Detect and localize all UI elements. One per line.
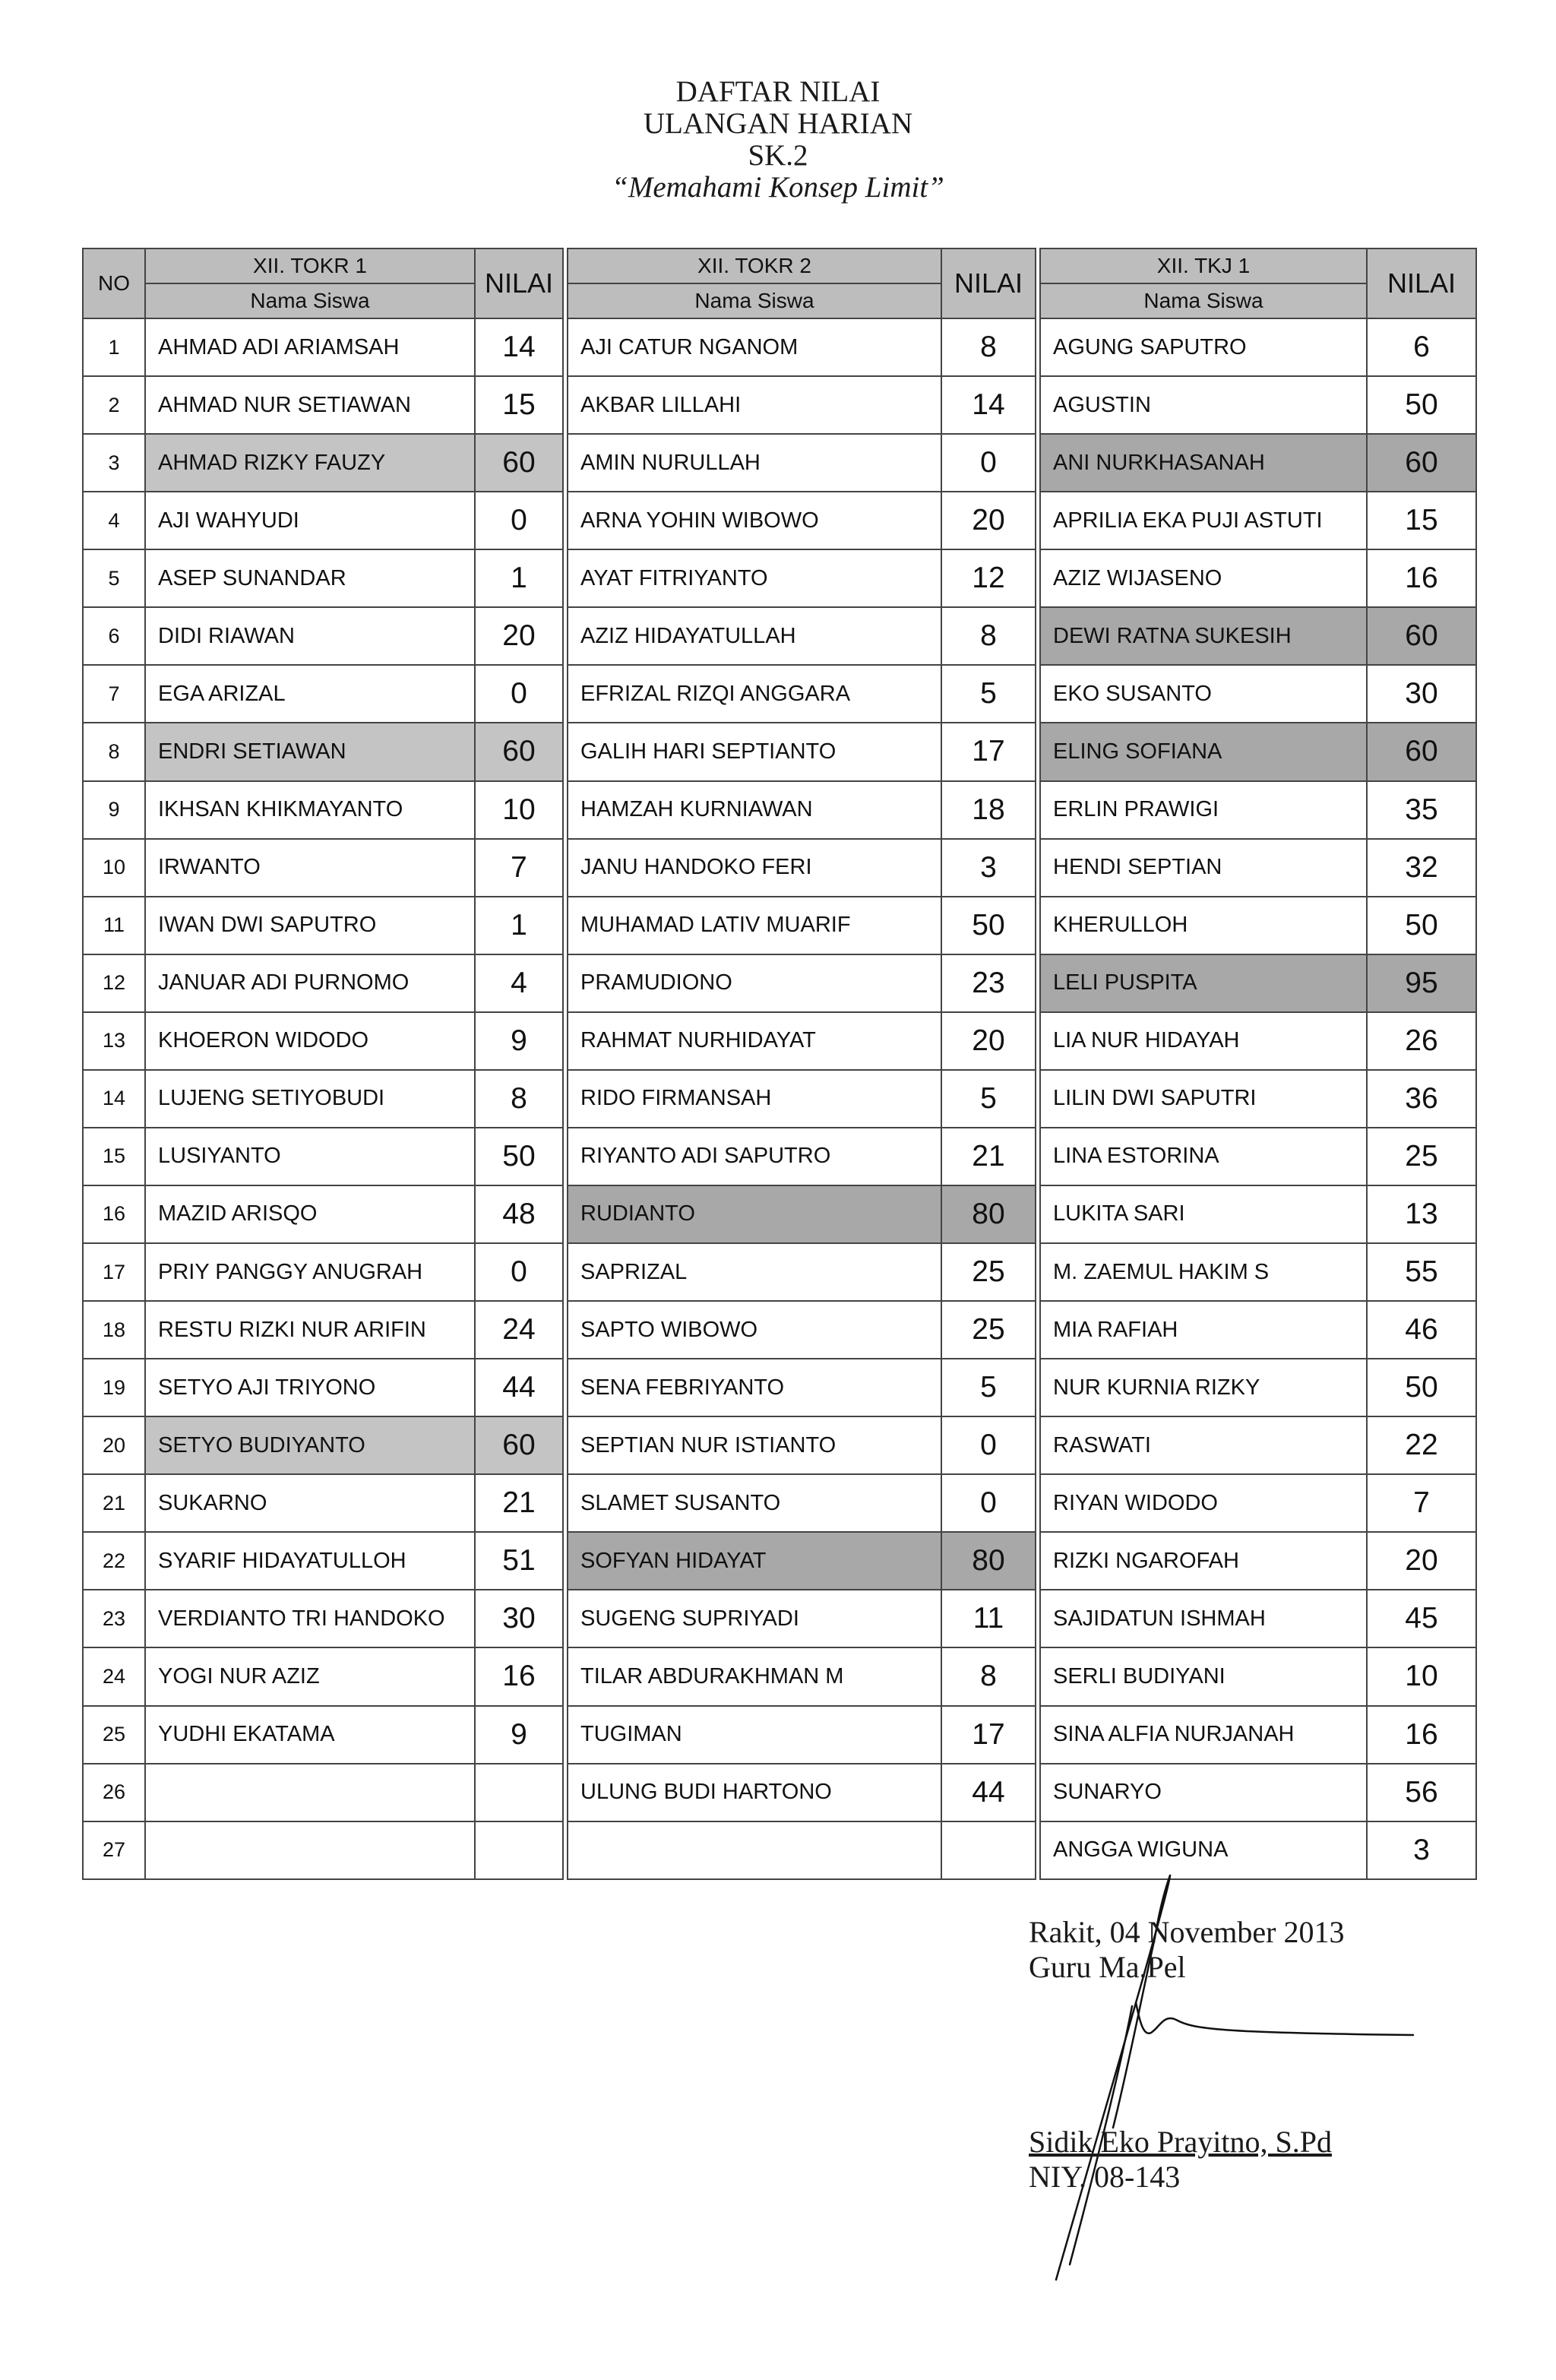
student-name-class-3: LUKITA SARI (1040, 1185, 1367, 1243)
table-row (83, 1243, 1476, 1301)
student-name-class-3: SERLI BUDIYANI (1040, 1647, 1367, 1705)
student-score-class-3: 7 (1367, 1474, 1476, 1532)
student-score-class-1: 60 (475, 434, 563, 492)
student-name-class-1: AHMAD ADI ARIAMSAH (145, 318, 475, 376)
student-name-class-3: RIYAN WIDODO (1040, 1474, 1367, 1532)
row-number: 20 (83, 1416, 145, 1474)
table-row (83, 434, 1476, 492)
class-header-1: XII. TOKR 1 (145, 248, 475, 283)
student-name-class-1 (145, 1764, 475, 1821)
table-row (83, 1359, 1476, 1416)
student-name-class-2: AZIZ HIDAYATULLAH (568, 607, 941, 665)
row-number: 1 (83, 318, 145, 376)
student-score-class-1: 15 (475, 376, 563, 434)
table-row (83, 1128, 1476, 1185)
student-score-class-3: 15 (1367, 492, 1476, 549)
table-row (83, 492, 1476, 549)
table-row (83, 1590, 1476, 1647)
student-score-class-1: 44 (475, 1359, 563, 1416)
student-name-class-2: SLAMET SUSANTO (568, 1474, 941, 1532)
student-name-class-3: DEWI RATNA SUKESIH (1040, 607, 1367, 665)
student-score-class-1 (475, 1764, 563, 1821)
table-row (83, 839, 1476, 897)
row-number: 14 (83, 1070, 145, 1128)
student-score-class-3: 6 (1367, 318, 1476, 376)
student-name-class-2: SUGENG SUPRIYADI (568, 1590, 941, 1647)
student-score-class-2: 25 (941, 1301, 1036, 1359)
student-score-class-2: 8 (941, 1647, 1036, 1705)
student-name-class-2: RUDIANTO (568, 1185, 941, 1243)
student-name-class-3: RIZKI NGAROFAH (1040, 1532, 1367, 1590)
student-name-class-2: AYAT FITRIYANTO (568, 549, 941, 607)
class-header-2: XII. TOKR 2 (568, 248, 941, 283)
student-name-class-3: AGUNG SAPUTRO (1040, 318, 1367, 376)
student-name-class-1: MAZID ARISQO (145, 1185, 475, 1243)
row-number: 8 (83, 723, 145, 780)
student-score-class-3: 26 (1367, 1012, 1476, 1070)
document-header (0, 76, 1556, 204)
student-name-class-3: ANI NURKHASANAH (1040, 434, 1367, 492)
signature-niy: NIY. 08-143 (1029, 2160, 1181, 2194)
student-score-class-3: 50 (1367, 376, 1476, 434)
table-row (83, 376, 1476, 434)
student-name-class-3: ANGGA WIGUNA (1040, 1821, 1367, 1879)
row-number: 19 (83, 1359, 145, 1416)
table-row (83, 1647, 1476, 1705)
student-score-class-2: 8 (941, 318, 1036, 376)
student-name-class-2: AMIN NURULLAH (568, 434, 941, 492)
header-competency-code: SK.2 (748, 139, 808, 172)
student-name-class-1: IRWANTO (145, 839, 475, 897)
header-exam-type: ULANGAN HARIAN (643, 107, 913, 140)
student-name-class-1: JANUAR ADI PURNOMO (145, 954, 475, 1012)
student-name-class-2: TILAR ABDURAKHMAN M (568, 1647, 941, 1705)
table-row (83, 1706, 1476, 1764)
student-name-class-2: AJI CATUR NGANOM (568, 318, 941, 376)
nilai-column-header-2: NILAI (941, 248, 1036, 318)
student-name-class-2: SAPTO WIBOWO (568, 1301, 941, 1359)
student-score-class-2: 20 (941, 1012, 1036, 1070)
student-name-class-2: RIYANTO ADI SAPUTRO (568, 1128, 941, 1185)
student-score-class-2: 12 (941, 549, 1036, 607)
student-score-class-1: 51 (475, 1532, 563, 1590)
student-name-class-2: AKBAR LILLAHI (568, 376, 941, 434)
table-header-row (83, 248, 1476, 283)
student-score-class-1: 10 (475, 781, 563, 839)
student-score-class-3: 10 (1367, 1647, 1476, 1705)
student-score-class-1: 60 (475, 723, 563, 780)
row-number: 23 (83, 1590, 145, 1647)
student-score-class-2: 20 (941, 492, 1036, 549)
table-row (83, 1185, 1476, 1243)
student-score-class-1: 16 (475, 1647, 563, 1705)
student-score-class-2: 3 (941, 839, 1036, 897)
student-score-class-2: 18 (941, 781, 1036, 839)
student-score-class-3: 45 (1367, 1590, 1476, 1647)
name-column-header-3: Nama Siswa (1040, 283, 1367, 318)
student-name-class-1: SETYO BUDIYANTO (145, 1416, 475, 1474)
student-name-class-2: JANU HANDOKO FERI (568, 839, 941, 897)
student-name-class-3: LILIN DWI SAPUTRI (1040, 1070, 1367, 1128)
table-row (83, 1301, 1476, 1359)
table-row (83, 781, 1476, 839)
row-number: 7 (83, 665, 145, 723)
student-name-class-1: PRIY PANGGY ANUGRAH (145, 1243, 475, 1301)
student-name-class-3: LELI PUSPITA (1040, 954, 1367, 1012)
student-score-class-2: 0 (941, 1416, 1036, 1474)
student-score-class-1: 14 (475, 318, 563, 376)
row-number: 18 (83, 1301, 145, 1359)
student-name-class-3: HENDI SEPTIAN (1040, 839, 1367, 897)
header-subtitle: “Memahami Konsep Limit” (612, 171, 944, 204)
student-score-class-1: 48 (475, 1185, 563, 1243)
student-score-class-2: 5 (941, 1070, 1036, 1128)
student-score-class-1: 7 (475, 839, 563, 897)
student-score-class-2: 8 (941, 607, 1036, 665)
row-number: 15 (83, 1128, 145, 1185)
row-number: 26 (83, 1764, 145, 1821)
student-score-class-2: 5 (941, 1359, 1036, 1416)
table-row (83, 1012, 1476, 1070)
row-number: 22 (83, 1532, 145, 1590)
row-number: 3 (83, 434, 145, 492)
student-name-class-1: KHOERON WIDODO (145, 1012, 475, 1070)
student-score-class-1: 1 (475, 897, 563, 954)
student-score-class-2: 5 (941, 665, 1036, 723)
student-score-class-1: 0 (475, 492, 563, 549)
student-name-class-1: SETYO AJI TRIYONO (145, 1359, 475, 1416)
student-name-class-1: YOGI NUR AZIZ (145, 1647, 475, 1705)
student-name-class-2: ARNA YOHIN WIBOWO (568, 492, 941, 549)
student-name-class-1: EGA ARIZAL (145, 665, 475, 723)
row-number: 17 (83, 1243, 145, 1301)
table-row (83, 1532, 1476, 1590)
student-score-class-3: 95 (1367, 954, 1476, 1012)
student-name-class-2: GALIH HARI SEPTIANTO (568, 723, 941, 780)
table-row (83, 318, 1476, 376)
student-score-class-3: 16 (1367, 549, 1476, 607)
student-score-class-3: 55 (1367, 1243, 1476, 1301)
student-score-class-1 (475, 1821, 563, 1879)
student-score-class-2: 21 (941, 1128, 1036, 1185)
student-name-class-1: IKHSAN KHIKMAYANTO (145, 781, 475, 839)
student-score-class-3: 46 (1367, 1301, 1476, 1359)
student-score-class-3: 16 (1367, 1706, 1476, 1764)
row-number: 5 (83, 549, 145, 607)
name-column-header-2: Nama Siswa (568, 283, 941, 318)
row-number: 11 (83, 897, 145, 954)
student-score-class-2: 80 (941, 1185, 1036, 1243)
row-number: 24 (83, 1647, 145, 1705)
student-score-class-2: 25 (941, 1243, 1036, 1301)
nilai-column-header-3: NILAI (1367, 248, 1476, 318)
signature-stroke (1136, 2002, 1413, 2035)
row-number: 6 (83, 607, 145, 665)
row-number: 25 (83, 1706, 145, 1764)
student-name-class-1: SYARIF HIDAYATULLOH (145, 1532, 475, 1590)
student-score-class-1: 9 (475, 1706, 563, 1764)
table-row (83, 1070, 1476, 1128)
student-name-class-3: SAJIDATUN ISHMAH (1040, 1590, 1367, 1647)
student-score-class-3: 36 (1367, 1070, 1476, 1128)
student-score-class-1: 50 (475, 1128, 563, 1185)
student-name-class-3: ERLIN PRAWIGI (1040, 781, 1367, 839)
row-number: 16 (83, 1185, 145, 1243)
table-row (83, 1474, 1476, 1532)
student-name-class-2: SEPTIAN NUR ISTIANTO (568, 1416, 941, 1474)
student-name-class-1: DIDI RIAWAN (145, 607, 475, 665)
student-name-class-2: RIDO FIRMANSAH (568, 1070, 941, 1128)
signature-role: Guru Ma.Pel (1029, 1950, 1186, 1984)
student-score-class-1: 30 (475, 1590, 563, 1647)
student-score-class-1: 4 (475, 954, 563, 1012)
table-row (83, 954, 1476, 1012)
row-number: 9 (83, 781, 145, 839)
table-row (83, 549, 1476, 607)
student-score-class-3: 35 (1367, 781, 1476, 839)
class-header-3: XII. TKJ 1 (1040, 248, 1367, 283)
table-row (83, 607, 1476, 665)
student-name-class-1: AHMAD RIZKY FAUZY (145, 434, 475, 492)
row-number: 12 (83, 954, 145, 1012)
row-number: 4 (83, 492, 145, 549)
student-name-class-1: AJI WAHYUDI (145, 492, 475, 549)
student-score-class-3: 30 (1367, 665, 1476, 723)
student-name-class-3: EKO SUSANTO (1040, 665, 1367, 723)
student-score-class-2: 14 (941, 376, 1036, 434)
student-score-class-3: 60 (1367, 723, 1476, 780)
student-score-class-2: 11 (941, 1590, 1036, 1647)
row-number: 2 (83, 376, 145, 434)
student-score-class-2: 0 (941, 434, 1036, 492)
student-name-class-2: PRAMUDIONO (568, 954, 941, 1012)
student-name-class-1: LUSIYANTO (145, 1128, 475, 1185)
student-name-class-1: SUKARNO (145, 1474, 475, 1532)
student-score-class-1: 24 (475, 1301, 563, 1359)
student-name-class-3: SUNARYO (1040, 1764, 1367, 1821)
student-score-class-2: 50 (941, 897, 1036, 954)
student-name-class-3: AGUSTIN (1040, 376, 1367, 434)
student-name-class-3: MIA RAFIAH (1040, 1301, 1367, 1359)
student-score-class-3: 50 (1367, 897, 1476, 954)
student-name-class-3: RASWATI (1040, 1416, 1367, 1474)
table-subheader-row (83, 283, 1476, 318)
student-name-class-2: SOFYAN HIDAYAT (568, 1532, 941, 1590)
student-score-class-1: 21 (475, 1474, 563, 1532)
student-name-class-1: RESTU RIZKI NUR ARIFIN (145, 1301, 475, 1359)
student-name-class-2 (568, 1821, 941, 1879)
student-name-class-2: SENA FEBRIYANTO (568, 1359, 941, 1416)
student-score-class-3: 60 (1367, 607, 1476, 665)
student-name-class-1: AHMAD NUR SETIAWAN (145, 376, 475, 434)
signature-place-date: Rakit, 04 November 2013 (1029, 1915, 1345, 1949)
student-score-class-3: 25 (1367, 1128, 1476, 1185)
student-score-class-3: 56 (1367, 1764, 1476, 1821)
grades-table-body (83, 318, 1476, 1879)
student-score-class-1: 1 (475, 549, 563, 607)
row-number: 13 (83, 1012, 145, 1070)
student-score-class-1: 20 (475, 607, 563, 665)
student-name-class-1: LUJENG SETIYOBUDI (145, 1070, 475, 1128)
table-row (83, 1764, 1476, 1821)
table-row (83, 897, 1476, 954)
signature-name: Sidik Eko Prayitno, S.Pd (1029, 2125, 1332, 2159)
student-score-class-2: 17 (941, 1706, 1036, 1764)
student-name-class-1: IWAN DWI SAPUTRO (145, 897, 475, 954)
student-name-class-3: APRILIA EKA PUJI ASTUTI (1040, 492, 1367, 549)
student-score-class-3: 22 (1367, 1416, 1476, 1474)
student-name-class-2: HAMZAH KURNIAWAN (568, 781, 941, 839)
student-score-class-3: 60 (1367, 434, 1476, 492)
student-name-class-3: NUR KURNIA RIZKY (1040, 1359, 1367, 1416)
student-name-class-1 (145, 1821, 475, 1879)
student-score-class-1: 0 (475, 665, 563, 723)
student-name-class-3: LINA ESTORINA (1040, 1128, 1367, 1185)
student-score-class-2: 80 (941, 1532, 1036, 1590)
student-name-class-2: TUGIMAN (568, 1706, 941, 1764)
grades-table (82, 248, 1477, 1880)
student-name-class-3: KHERULLOH (1040, 897, 1367, 954)
student-name-class-2: SAPRIZAL (568, 1243, 941, 1301)
student-name-class-2: RAHMAT NURHIDAYAT (568, 1012, 941, 1070)
name-column-header-1: Nama Siswa (145, 283, 475, 318)
student-name-class-3: LIA NUR HIDAYAH (1040, 1012, 1367, 1070)
student-score-class-3: 13 (1367, 1185, 1476, 1243)
row-number: 27 (83, 1821, 145, 1879)
student-score-class-2: 44 (941, 1764, 1036, 1821)
student-name-class-1: ENDRI SETIAWAN (145, 723, 475, 780)
student-name-class-3: SINA ALFIA NURJANAH (1040, 1706, 1367, 1764)
student-score-class-1: 8 (475, 1070, 563, 1128)
student-name-class-1: YUDHI EKATAMA (145, 1706, 475, 1764)
student-score-class-1: 9 (475, 1012, 563, 1070)
student-name-class-2: ULUNG BUDI HARTONO (568, 1764, 941, 1821)
student-score-class-1: 60 (475, 1416, 563, 1474)
table-row (83, 1416, 1476, 1474)
student-score-class-3: 50 (1367, 1359, 1476, 1416)
student-name-class-1: VERDIANTO TRI HANDOKO (145, 1590, 475, 1647)
table-row (83, 723, 1476, 780)
student-score-class-3: 32 (1367, 839, 1476, 897)
student-score-class-2: 17 (941, 723, 1036, 780)
student-name-class-3: ELING SOFIANA (1040, 723, 1367, 780)
student-name-class-2: EFRIZAL RIZQI ANGGARA (568, 665, 941, 723)
student-score-class-1: 0 (475, 1243, 563, 1301)
row-number: 21 (83, 1474, 145, 1532)
header-title: DAFTAR NILAI (675, 75, 881, 108)
student-score-class-2: 23 (941, 954, 1036, 1012)
row-number: 10 (83, 839, 145, 897)
student-score-class-3: 3 (1367, 1821, 1476, 1879)
table-row (83, 665, 1476, 723)
student-name-class-3: M. ZAEMUL HAKIM S (1040, 1243, 1367, 1301)
student-name-class-1: ASEP SUNANDAR (145, 549, 475, 607)
nilai-column-header-1: NILAI (475, 248, 563, 318)
student-name-class-3: AZIZ WIJASENO (1040, 549, 1367, 607)
no-column-header: NO (83, 248, 145, 318)
student-score-class-2: 0 (941, 1474, 1036, 1532)
student-name-class-2: MUHAMAD LATIV MUARIF (568, 897, 941, 954)
student-score-class-3: 20 (1367, 1532, 1476, 1590)
